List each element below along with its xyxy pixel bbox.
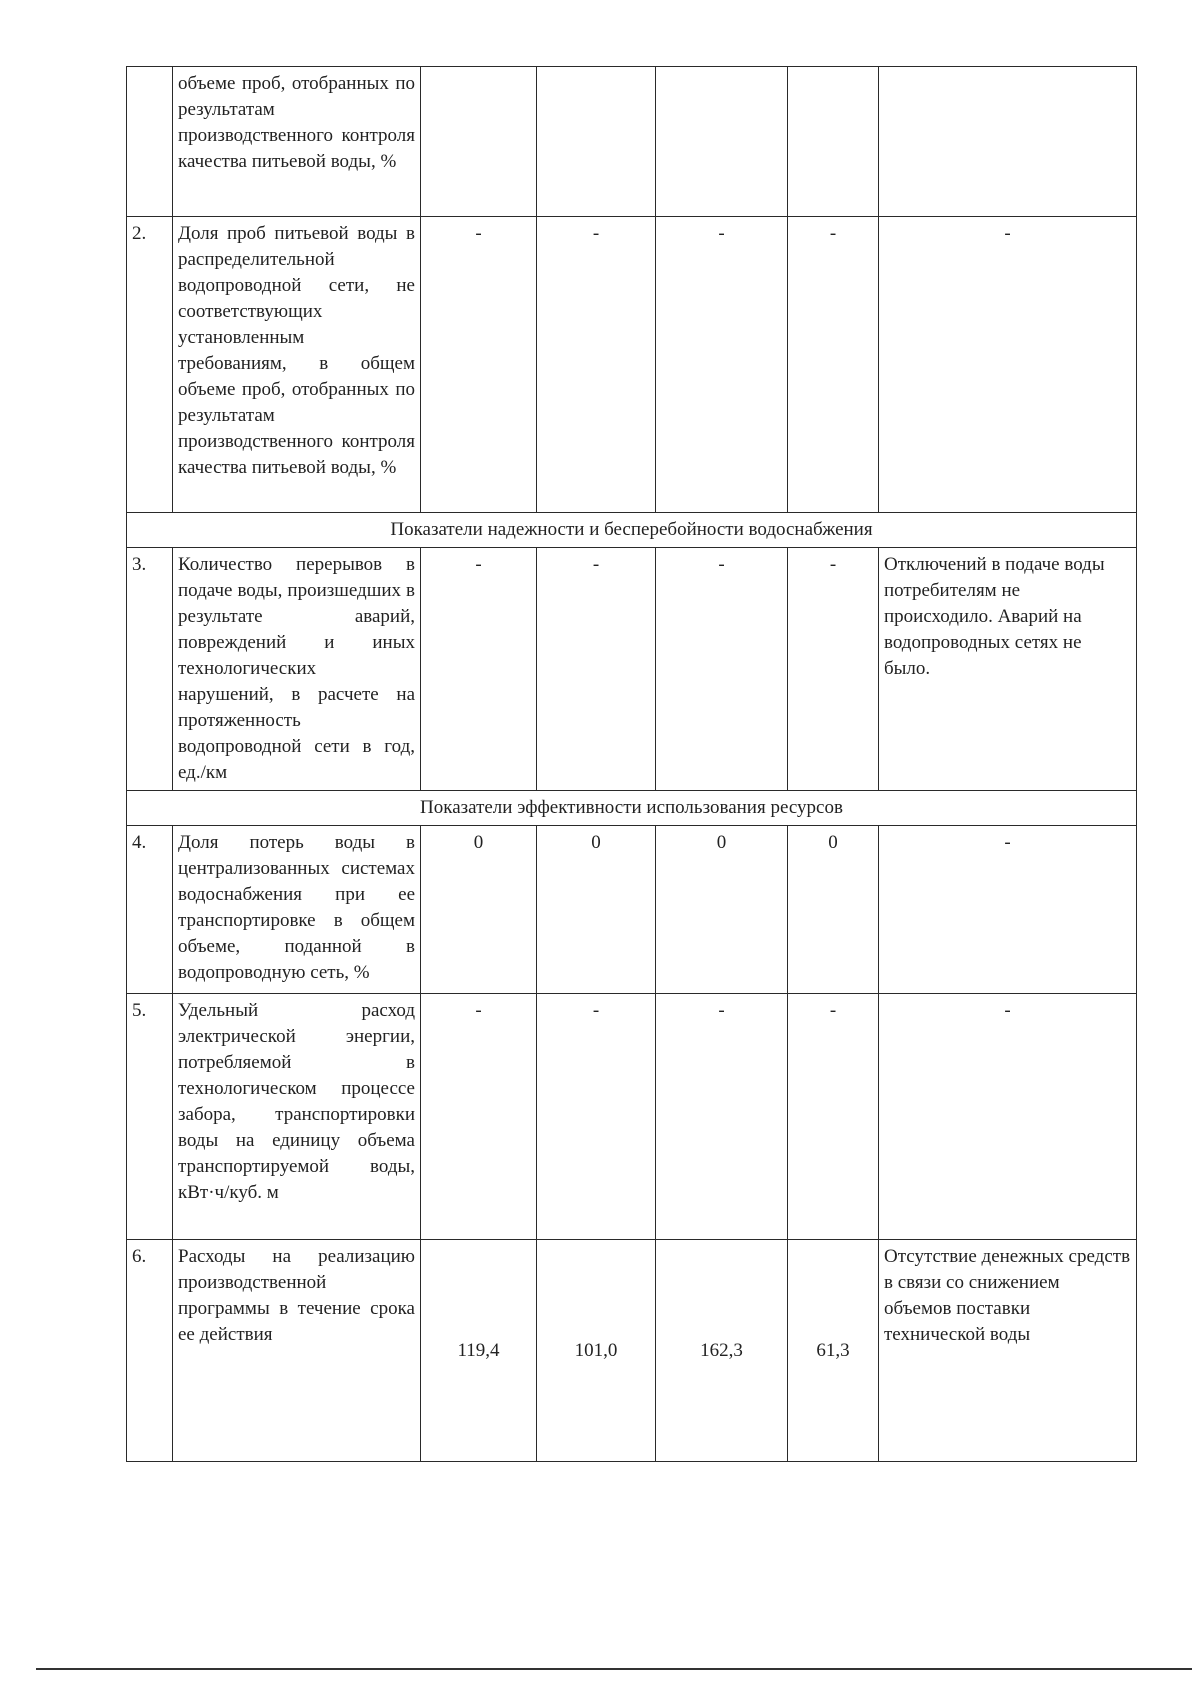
value-cell: 0 <box>537 826 656 994</box>
indicator-description: Количество перерывов в подаче воды, произшедших в результате аварий, повреждений и иных технологических нарушений, в расчете на протяженность водопроводной сети в год, ед./км <box>173 548 421 791</box>
value-cell <box>656 67 788 217</box>
value-cell <box>421 67 537 217</box>
value-cell: - <box>421 548 537 791</box>
value-cell: 0 <box>656 826 788 994</box>
value-cell: 101,0 <box>537 1240 656 1462</box>
value-cell: - <box>537 217 656 513</box>
row-number: 3. <box>127 548 173 791</box>
value-cell: - <box>537 548 656 791</box>
row-number: 6. <box>127 1240 173 1462</box>
row-number: 4. <box>127 826 173 994</box>
value-cell: - <box>421 217 537 513</box>
note-cell: Отключений в подаче воды потребителям не происходило. Аварий на водопроводных сетях не было. <box>879 548 1137 791</box>
value-cell: - <box>788 217 879 513</box>
row-number <box>127 67 173 217</box>
indicator-description: Доля потерь воды в централизованных системах водоснабжения при ее транспортировке в общем объеме, поданной в водопроводную сеть, % <box>173 826 421 994</box>
row-number: 2. <box>127 217 173 513</box>
section-title: Показатели надежности и бесперебойности водоснабжения <box>127 513 1137 548</box>
table-row <box>127 826 1137 994</box>
value-cell: 119,4 <box>421 1240 537 1462</box>
note-cell: - <box>879 217 1137 513</box>
indicator-description: Доля проб питьевой воды в распределительной водопроводной сети, не соответствующих установленным требованиям, в общем объеме проб, отобранных по результатам производственного контроля качества питьевой воды, % <box>173 217 421 513</box>
note-cell: - <box>879 826 1137 994</box>
section-row <box>127 791 1137 826</box>
value-cell: - <box>656 994 788 1240</box>
indicators-table <box>126 66 1137 1462</box>
value-cell: - <box>788 548 879 791</box>
value-cell <box>537 67 656 217</box>
table-row <box>127 994 1137 1240</box>
indicator-description: Расходы на реализацию производственной программы в течение срока ее действия <box>173 1240 421 1462</box>
value-cell: 0 <box>788 826 879 994</box>
table-row <box>127 67 1137 217</box>
value-cell: - <box>656 217 788 513</box>
note-cell: - <box>879 994 1137 1240</box>
row-number: 5. <box>127 994 173 1240</box>
value-cell: - <box>537 994 656 1240</box>
value-cell: - <box>656 548 788 791</box>
note-cell <box>879 67 1137 217</box>
table-row <box>127 548 1137 791</box>
value-cell: 0 <box>421 826 537 994</box>
section-row <box>127 513 1137 548</box>
value-cell: - <box>421 994 537 1240</box>
table-row <box>127 217 1137 513</box>
note-cell: Отсутствие денежных средств в связи со снижением объемов поставки технической воды <box>879 1240 1137 1462</box>
page-bottom-rule <box>36 1668 1192 1670</box>
section-title: Показатели эффективности использования ресурсов <box>127 791 1137 826</box>
value-cell: 61,3 <box>788 1240 879 1462</box>
value-cell: 162,3 <box>656 1240 788 1462</box>
indicator-description: Удельный расход электрической энергии, потребляемой в технологическом процессе забора, транспортировки воды на единицу объема транспортируемой воды, кВт·ч/куб. м <box>173 994 421 1240</box>
table-row <box>127 1240 1137 1462</box>
indicator-description: объеме проб, отобранных по результатам производственного контроля качества питьевой воды, % <box>173 67 421 217</box>
value-cell <box>788 67 879 217</box>
value-cell: - <box>788 994 879 1240</box>
